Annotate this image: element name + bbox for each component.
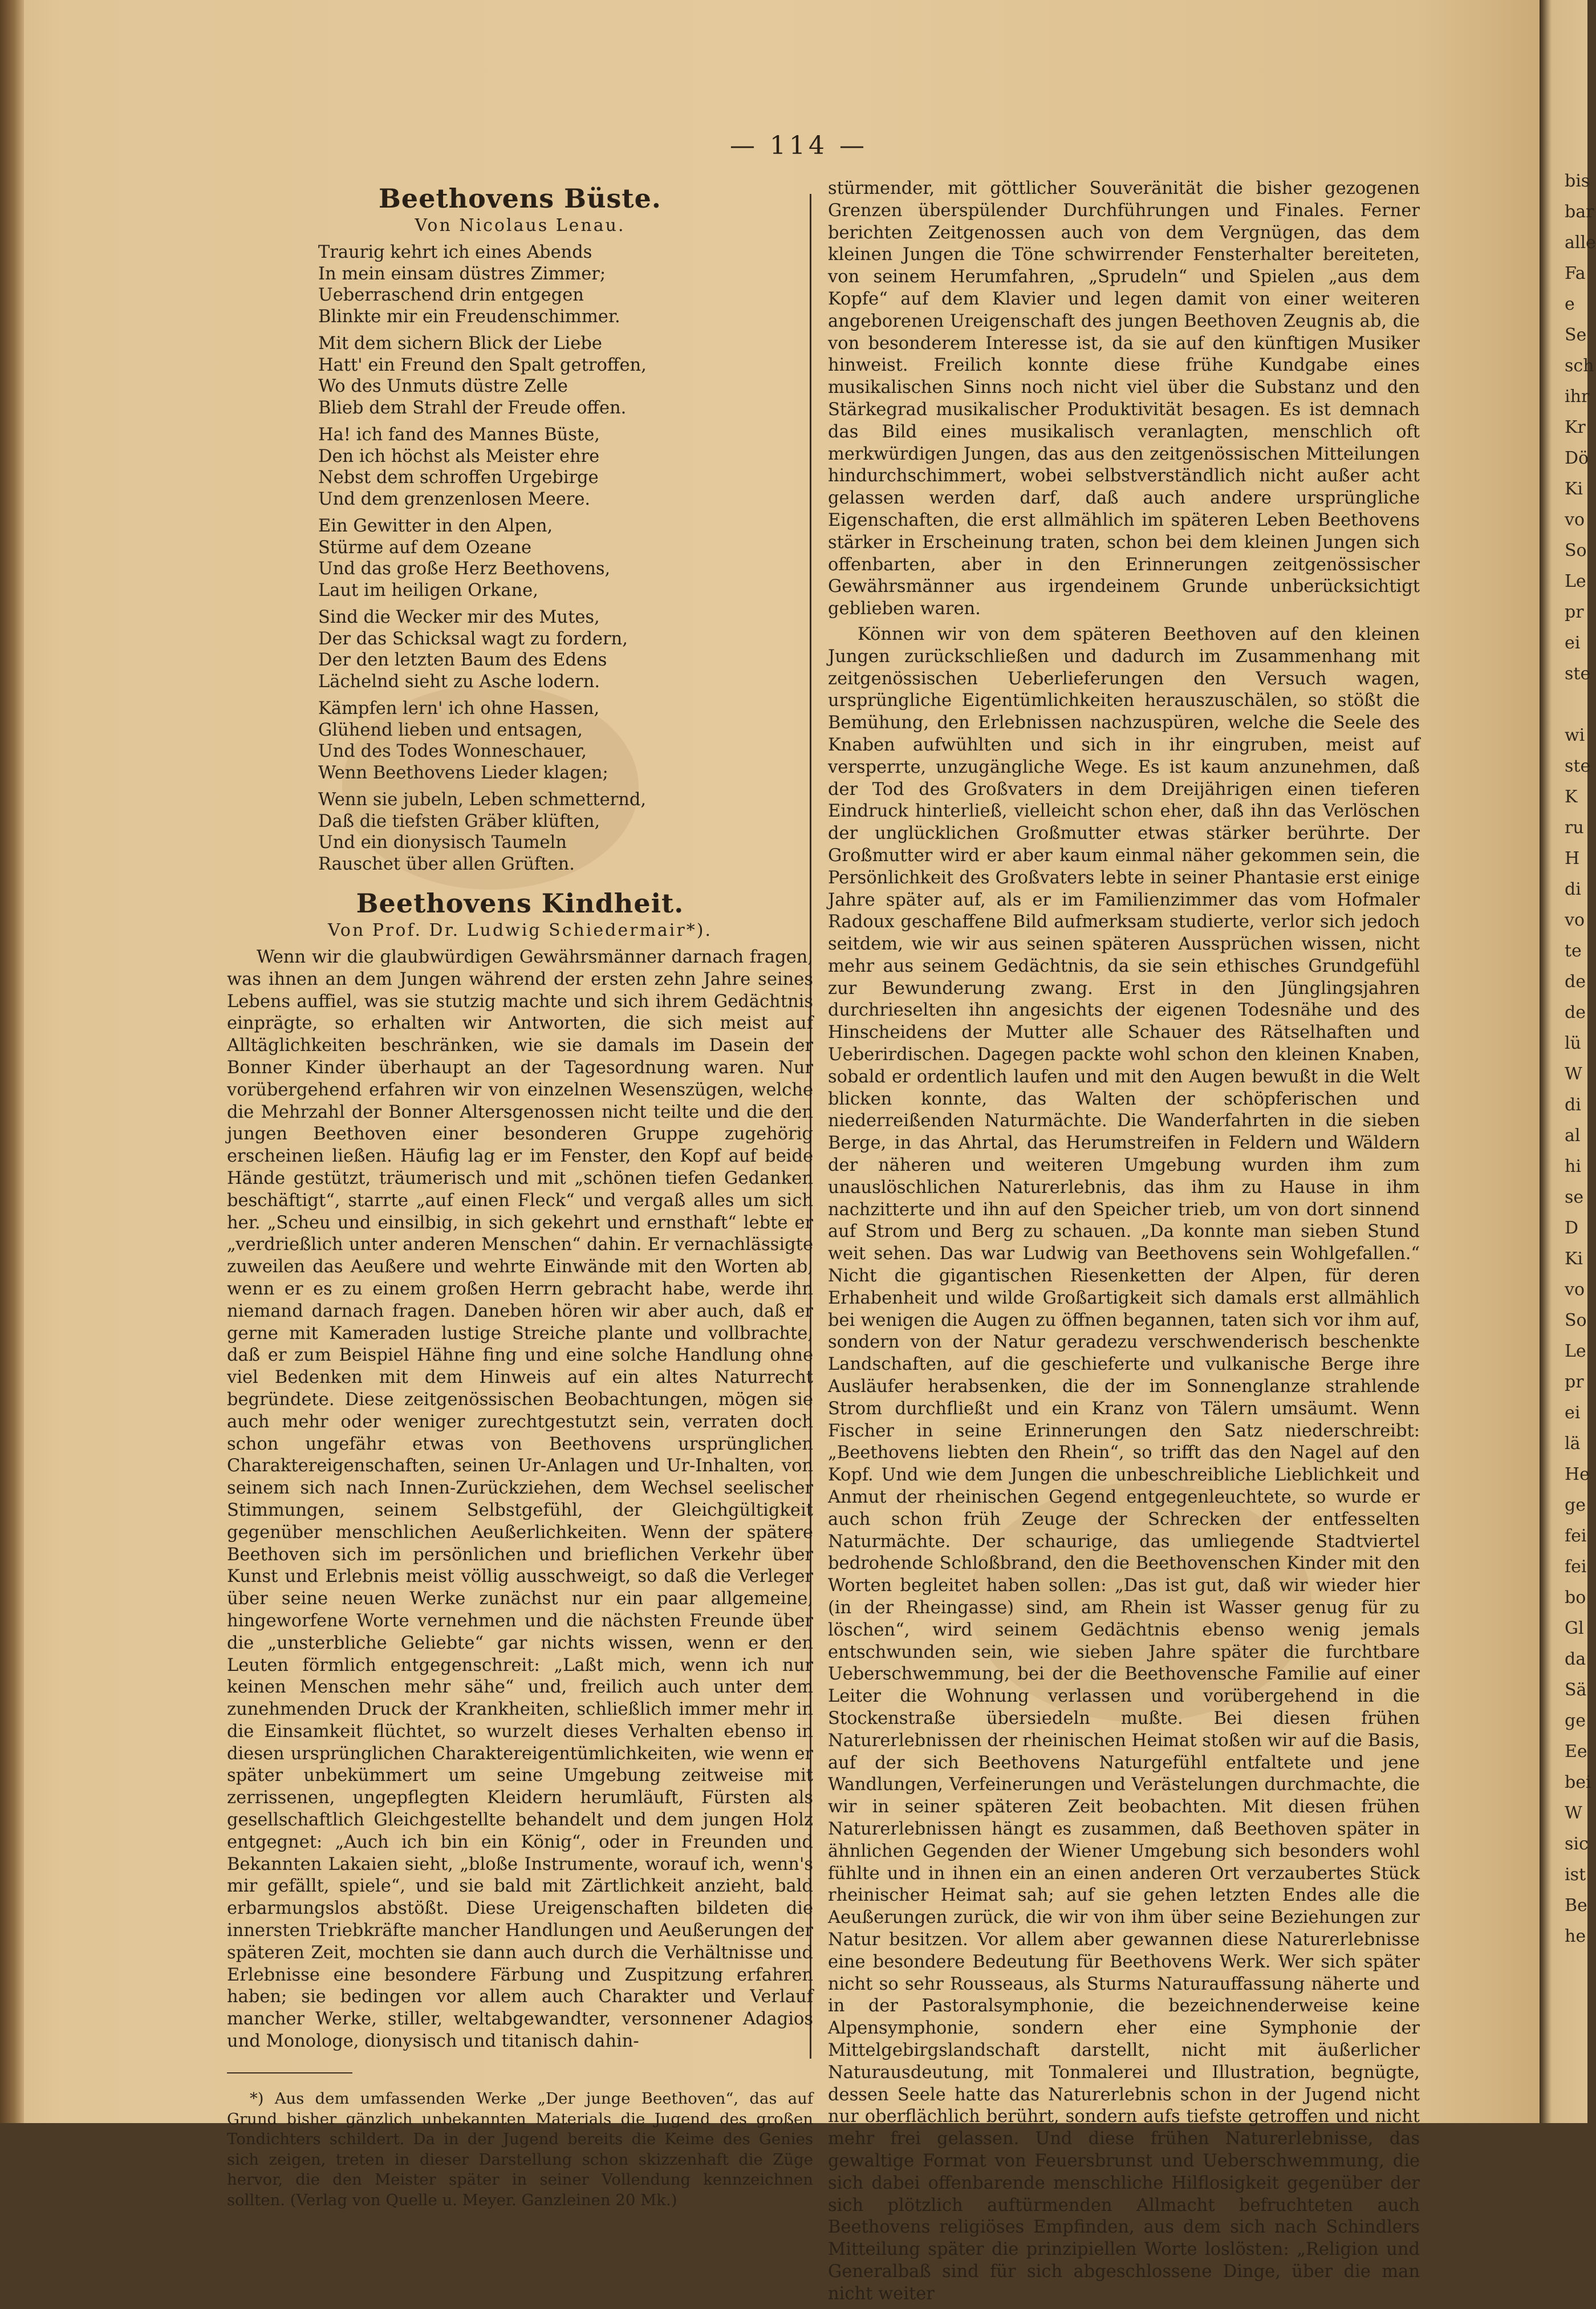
poem-line: Der den letzten Baum des Edens [318,650,607,670]
right-column [828,178,1420,2309]
next-page-fragment: Kr [1565,417,1586,437]
poem-stanza [318,516,813,601]
next-page-fragment: vo [1565,510,1585,530]
next-page-fragment: Le [1565,571,1586,591]
next-page-fragment: ste [1565,664,1591,684]
poem-stanza [318,698,813,784]
next-page-fragment: Se [1565,325,1587,345]
poem-line: Ha! ich fand des Mannes Büste, [318,425,600,445]
next-page-fragment: se [1565,1187,1584,1207]
next-page-fragment: Gl [1565,1618,1584,1638]
next-page-fragment: ge [1565,1711,1586,1731]
poem-stanza [318,789,813,875]
book-binding-edge [0,0,24,2123]
poem-line: Traurig kehrt ich eines Abends [318,242,592,262]
next-page-fragment: di [1565,879,1581,899]
next-page-fragment: de [1565,972,1586,992]
footnote: *) Aus dem umfassenden Werke „Der junge Beethoven“, das auf Grund bisher gänzlich unbekannten Materials die Jugend des großen Tondichters schildert. Da in der Jugend bereits die Keime des Genies sich zeigen, treten in dieser Darstellung schon skizzenhaft die Züge hervor, die den Meister später in seiner Vollendung kennzeichnen sollten. (Verlag von Quelle u. Meyer. Ganzleinen 20 Mk.) [227,2089,813,2209]
next-page-fragment: lü [1565,1033,1581,1053]
next-page-fragment: D [1565,1218,1579,1238]
next-page-fragment: ge [1565,1495,1586,1515]
next-page-fragment: sch [1565,356,1594,376]
next-page-fragment: bis [1565,171,1590,191]
next-page-fragment: ihr [1565,387,1590,407]
article-paragraph: stürmender, mit göttlicher Souveränität die bisher gezogenen Grenzen überspülender Durchführungen und Finales. Ferner berichten Zeitgenossen auch von dem Vergnügen, das dem kleinen Jungen die Töne schwirrender Fensterhalter bereiteten, von seinem Herumfahren, „Sprudeln“ und Spielen „aus dem Kopfe“ auf dem Klavier und legen damit von einer weiteren angeborenen Ureigenschaft des jungen Beethoven Zeugnis ab, die von besonderem Interesse ist, da sie auf den künftigen Musiker hinweist. Freilich konnte diese frühe Kundgabe eines musikalischen Sinns noch nicht viel über die Substanz und den Stärkegrad musikalischer Produktivität besagen. Es ist demnach das Bild eines musikalisch veranlagten, menschlich oft merkwürdigen Jungen, das aus den zeitgenössischen Mitteilungen hindurchschimmert, wobei selbstverständlich nicht außer acht gelassen werden darf, daß auch andere ursprüngliche Eigenschaften, die erst allmählich im späteren Leben Beethovens stärker in Erscheinung traten, schon bei dem kleinen Jungen sich offenbarten, aber in den Erinnerungen zeitgenössischer Gewährsmänner aus irgendeinem Grunde unberücksichtigt geblieben waren. [828,178,1420,619]
poem-line: Lächelnd sieht zu Asche lodern. [318,671,600,692]
next-page-fragment: Ki [1565,1249,1583,1269]
next-page-fragment: Le [1565,1341,1586,1361]
next-page-fragment: ei [1565,1403,1581,1423]
article-title: Beethovens Kindheit. [356,888,684,919]
poem-line: Hatt' ein Freund den Spalt getroffen, [318,355,647,375]
poem-stanza [318,607,813,692]
next-page-fragment: bo [1565,1588,1586,1608]
poem-line: Laut im heiligen Orkane, [318,580,538,600]
next-page-fragment: K [1565,787,1578,807]
next-page-fragment: fei [1565,1557,1587,1577]
poem-line: Nebst dem schroffen Urgebirge [318,468,599,488]
poem-line: Wenn sie jubeln, Leben schmetternd, [318,790,647,810]
poem-line: Mit dem sichern Blick der Liebe [318,334,602,354]
poem-line: Und das große Herz Beethovens, [318,559,611,579]
poem-line: Glühend lieben und entsagen, [318,720,583,740]
next-page-fragment: sic [1565,1834,1589,1854]
poem-line: Blieb dem Strahl der Freude offen. [318,397,627,418]
article-paragraph: Können wir von dem späteren Beethoven auf den kleinen Jungen zurückschließen und dadurch im Zusammenhang mit zeitgenössischen Ueberlieferungen den Versuch wagen, ursprüngliche Eigentümlichkeiten herauszuschälen, so stößt die Bemühung, den Erlebnissen nachzuspüren, welche die Seele des Knaben aufwühlten und sich in ihr eingruben, meist auf versperrte, unzugängliche Wege. Es ist kaum anzunehmen, daß der Tod des Großvaters in dem Dreijährigen einen tieferen Eindruck hinterließ, vielleicht schon eher, daß ihn das Verlöschen der unglücklichen Großmutter etwas stärker berührte. Der Großmutter wird er aber kaum einmal näher gekommen sein, die Persönlichkeit des Großvaters lebte in seiner Phantasie erst einige Jahre später auf, als er im Familienzimmer das vom Hofmaler Radoux geschaffene Bild aufmerksam studierte, verlor sich jedoch seitdem, wie wir aus seinen späteren Aussprüchen wissen, nicht mehr aus seinem Gedächtnis, da sie sein ethisches Grundgefühl zur Bewunderung zwang. Erst in den Jünglingsjahren durchrieselten ihn angesichts der eigenen Todesnähe und des Hinscheidens der Mutter alle Schauer des Rätselhaften und Ueberirdischen. Dagegen packte wohl schon den kleinen Knaben, sobald er ordentlich laufen und mit den Augen bewußt in die Welt blicken konnte, das Walten der schöpferischen und niederreißenden Naturmächte. Die Wanderfahrten in die sieben Berge, in das Ahrtal, das Herumstreifen in Feldern und Wäldern der näheren und weiteren Umgebung wurden ihm zum unauslöschlichen Naturerlebnis, das ihm zu Hause in ihm nachzitterte und ihn auf den Speicher trieb, um von dort sinnend auf Strom und Berg zu schauen. „Da konnte man sieben Stund weit sehen. Das war Ludwig van Beethovens sein Wohlgefallen.“ Nicht die gigantischen Riesenketten der Alpen, für deren Erhabenheit und wilde Großartigkeit sich damals erst allmählich bei wenigen die Augen zu öffnen begannen, taten sich vor ihm auf, sondern von der Natur geradezu verschwenderisch beschenkte Landschaften, auf die geschieferte und vulkanische Berge ihre Ausläufer herabsenken, die der im Sonnenglanze strahlende Strom durchfließt und ein Kranz von Tälern umsäumt. Wenn Fischer in seine Erinnerungen den Satz niederschreibt: „Beethovens liebten den Rhein“, so trifft das den Nagel auf den Kopf. Und wie dem Jungen die unbeschreibliche Lieblichkeit und Anmut der rheinischen Gegend entgegenleuchtete, so wurde er auch schon früh Zeuge der Schrecken der entfesselten Naturmächte. Der schaurige, das umliegende Stadtviertel bedrohende Schloßbrand, den die Beethovenschen Kinder mit den Worten begleitet haben sollen: „Das ist gut, daß wir wieder hier (in der Rheingasse) sind, am Rhein ist Wasser genug für zu löschen“, wird seinem Gedächtnis ebenso wenig jemals entschwunden sein, wie sieben Jahre später die furchtbare Ueberschwemmung, bei der die Beethovensche Familie auf einer Leiter die Wohnung verlassen und vorübergehend in die Stockenstraße übersiedeln mußte. Bei diesen frühen Naturerlebnissen der rheinischen Heimat stoßen wir auf die Basis, auf der sich Beethovens Naturgefühl entfaltete und jene Wandlungen, Verfeinerungen und Verästelungen durchmachte, die wir in seiner späteren Zeit beobachten. Mit diesen frühen Naturerlebnissen hängt es zusammen, daß Beethoven später in ähnlichen Gegenden der Wiener Umgebung sich besonders wohl fühlte und in ihnen ein an einen anderen Ort verzaubertes Stück rheinischer Heimat sah; auf sie gehen letzten Endes alle die Aeußerungen zurück, die wir von ihm über seine Beziehungen zur Natur besitzen. Vor allem aber gewannen diese Naturerlebnisse eine besondere Bedeutung für Beethovens Werk. Wer sich später nicht so sehr Rousseaus, als Sturms Naturauffassung näherte und in der Pastoralsymphonie, die bezeichnenderweise keine Alpensymphonie, sondern eher eine Symphonie der Mittelgebirgslandschaft darstellt, nicht mit äußerlicher Naturausdeutung, mit Tonmalerei und Illustration, begnügte, dessen Seele hatte das Naturerlebnis schon in der Jugend nicht nur oberflächlich berührt, sondern aufs tiefste getroffen und nicht mehr frei gelassen. Und diese frühen Naturerlebnisse, das gewaltige Format von Feuersbrunst und Ueberschwemmung, die sich dabei offenbarende menschliche Hilflosigkeit gegenüber der sich plötzlich auftürmenden Allmacht befruchteten auch Beethovens religiöses Empfinden, aus dem sich nach Schindlers Mitteilung später die prinzipiellen Worte loslösten: „Religion und Generalbaß sind für sich abgeschlossene Dinge, über die man nicht weiter [828,624,1420,2304]
next-page-fragment: So [1565,541,1587,561]
poem-line: Und ein dionysisch Taumeln [318,833,567,853]
next-page-fragment: Sä [1565,1680,1587,1700]
poem-line: Wenn Beethovens Lieder klagen; [318,762,608,783]
next-page-fragment: alle [1565,233,1596,253]
next-page-fragment: ei [1565,633,1581,653]
poem-line: Ueberraschend drin entgegen [318,285,584,305]
poem-line: Wo des Unmuts düstre Zelle [318,376,568,396]
next-page-fragment: wi [1565,725,1585,745]
poem-line: Daß die tiefsten Gräber klüften, [318,811,600,831]
article-byline: Von Prof. Dr. Ludwig Schiedermair*). [328,920,712,940]
poem-line: Blinkte mir ein Freudenschimmer. [318,306,620,327]
poem-line: Rauschet über allen Grüften. [318,854,575,874]
next-page-fragment: pr [1565,1372,1584,1392]
next-page-fragment: lä [1565,1434,1581,1454]
next-page-fragment: pr [1565,602,1584,622]
poem-line: Ein Gewitter in den Alpen, [318,516,553,536]
page-number: — 114 — [730,131,868,160]
next-page-fragment: ste [1565,756,1591,776]
next-page-fragment: ist [1565,1865,1586,1885]
next-page-fragment: vo [1565,1280,1585,1300]
next-page-fragment: Be [1565,1896,1587,1916]
next-page-fragment: ru [1565,818,1584,838]
poem-stanza [318,242,813,327]
poem-line: Und des Todes Wonneschauer, [318,741,587,761]
next-page-fragment: de [1565,1003,1586,1022]
next-page-fragment: So [1565,1310,1587,1330]
next-page-fragment: al [1565,1126,1581,1146]
next-page-fragment: da [1565,1649,1586,1669]
footnote-rule [227,2072,352,2073]
next-page-fragment: W [1565,1803,1582,1823]
poem-line: Den ich höchst als Meister ehre [318,446,600,466]
next-page-fragment: He [1565,1464,1590,1484]
next-page-fragment: W [1565,1064,1582,1084]
next-page-fragment: Ee [1565,1742,1587,1762]
poem-line: In mein einsam düstres Zimmer; [318,263,606,284]
left-column [227,178,813,2226]
poem-title: Beethovens Büste. [379,183,661,214]
poem-stanza [318,333,813,419]
poem-byline: Von Nicolaus Lenau. [415,216,626,236]
poem-line: Kämpfen lern' ich ohne Hassen, [318,699,600,719]
next-page-fragment: Dö [1565,448,1589,468]
next-page-fragment: fei [1565,1526,1587,1546]
poem-line: Und dem grenzenlosen Meere. [318,489,591,509]
next-page-fragment: vo [1565,910,1585,930]
next-page-fragment: di [1565,1095,1581,1115]
poem-line: Stürme auf dem Ozeane [318,537,532,558]
next-page-fragment: he [1565,1926,1586,1946]
next-page-fragment: H [1565,849,1580,869]
adjacent-page-edge [1540,0,1596,2123]
poem-line: Sind die Wecker mir des Mutes, [318,607,600,627]
poem-stanza [318,424,813,510]
next-page-fragment: bei [1565,1772,1591,1792]
poem-body [318,242,813,875]
article-paragraph: Wenn wir die glaubwürdigen Gewährsmänner darnach fragen, was ihnen an dem Jungen während der ersten zehn Jahre seines Lebens auffiel, was sie stutzig machte und sich ihrem Gedächtnis einprägte, so erhalten wir Antworten, die sich meist auf Alltäglichkeiten beschränken, wie sie damals im Dasein der Bonner Kinder überhaupt an der Tagesordnung waren. Nur vorübergehend erfahren wir von einzelnen Wesenszügen, welche die Mehrzahl der Bonner Altersgenossen nicht teilte und die den jungen Beethoven einer besonderen Gruppe zugehörig erscheinen ließen. Häufig lag er im Fenster, den Kopf auf beide Hände gestützt, träumerisch und mit „schönen tiefen Gedanken beschäftigt“, starrte „auf einen Fleck“ und vergaß alles um sich her. „Scheu und einsilbig, in sich gekehrt und ernsthaft“ lebte er „verdrießlich unter anderen Menschen“ dahin. Er vernachlässigte zuweilen das Aeußere und wehrte Einwände mit den Worten ab, wenn er es zu einem großen Herrn gebracht habe, werde ihn niemand darnach fragen. Daneben hören wir aber auch, daß er gerne mit Kameraden lustige Streiche plante und vollbrachte, daß er zum Beispiel Hähne fing und eine solche Handlung ohne viel Bedenken mit dem Hinweis auf ein altes Naturrecht begründete. Diese zeitgenössischen Beobachtungen, mögen sie auch mehr oder weniger zurechtgestutzt sein, verraten doch schon ungefähr etwas von Beethovens ursprünglichen Charaktereigenschaften, seinen Ur-Anlagen und Ur-Inhalten, von seinem sich nach Innen-Zurückziehen, dem Wechsel seelischer Stimmungen, seinem Selbstgefühl, der Gleichgültigkeit gegenüber menschlichen Aeußerlichkeiten. Wenn der spätere Beethoven sich im persönlichen und brieflichen Verkehr über Kunst und Erlebnis meist völlig ausschweigt, so daß die Verleger über seine neuen Werke zunächst nur ein paar allgemeine, hingeworfene Worte vernehmen und die nächsten Freunde über die „unsterbliche Geliebte“ gar nichts wissen, wenn er den Leuten förmlich entgegenschreit: „Laßt mich, wenn ich nur keinen Menschen mehr sähe“ und, freilich auch unter dem zunehmenden Druck der Krankheiten, schließlich immer mehr in die Einsamkeit flüchtet, so wurzelt dieses Verhalten ebenso in diesen ursprünglichen Charaktereigentümlichkeiten, wie wenn er später unbekümmert um seine Umgebung zeitweise mit zerrissenen, ungepflegten Kleidern herumläuft, Fürsten als gesellschaftlich Gleichgestellte behandelt und dem jungen Holz entgegnet: „Auch ich bin ein König“, oder in Freunden und Bekannten Lakaien sieht, „bloße Instrumente, worauf ich, wenn's mir gefällt, spiele“, und sie bald mit Zärtlichkeit anzieht, bald erbarmungslos abstößt. Diese Ureigenschaften bildeten die innersten Triebkräfte mancher Handlungen und Aeußerungen der späteren Zeit, mochten sie dann auch durch die Verhältnisse und Erlebnisse eine besondere Färbung und Zuspitzung erfahren haben; sie bedingen vor allem auch Charakter und Verlauf mancher Werke, stiller, weltabgewandter, versonnener Adagios und Monologe, dionysisch und titanisch dahin- [227,947,813,2052]
poem-line: Der das Schicksal wagt zu fordern, [318,628,628,649]
next-page-fragment: Ki [1565,479,1583,499]
next-page-fragment: e [1565,294,1575,314]
next-page-fragment: Fa [1565,263,1586,283]
next-page-fragment: te [1565,941,1582,961]
next-page-fragment: bar [1565,202,1594,222]
next-page-fragment: hi [1565,1156,1581,1176]
